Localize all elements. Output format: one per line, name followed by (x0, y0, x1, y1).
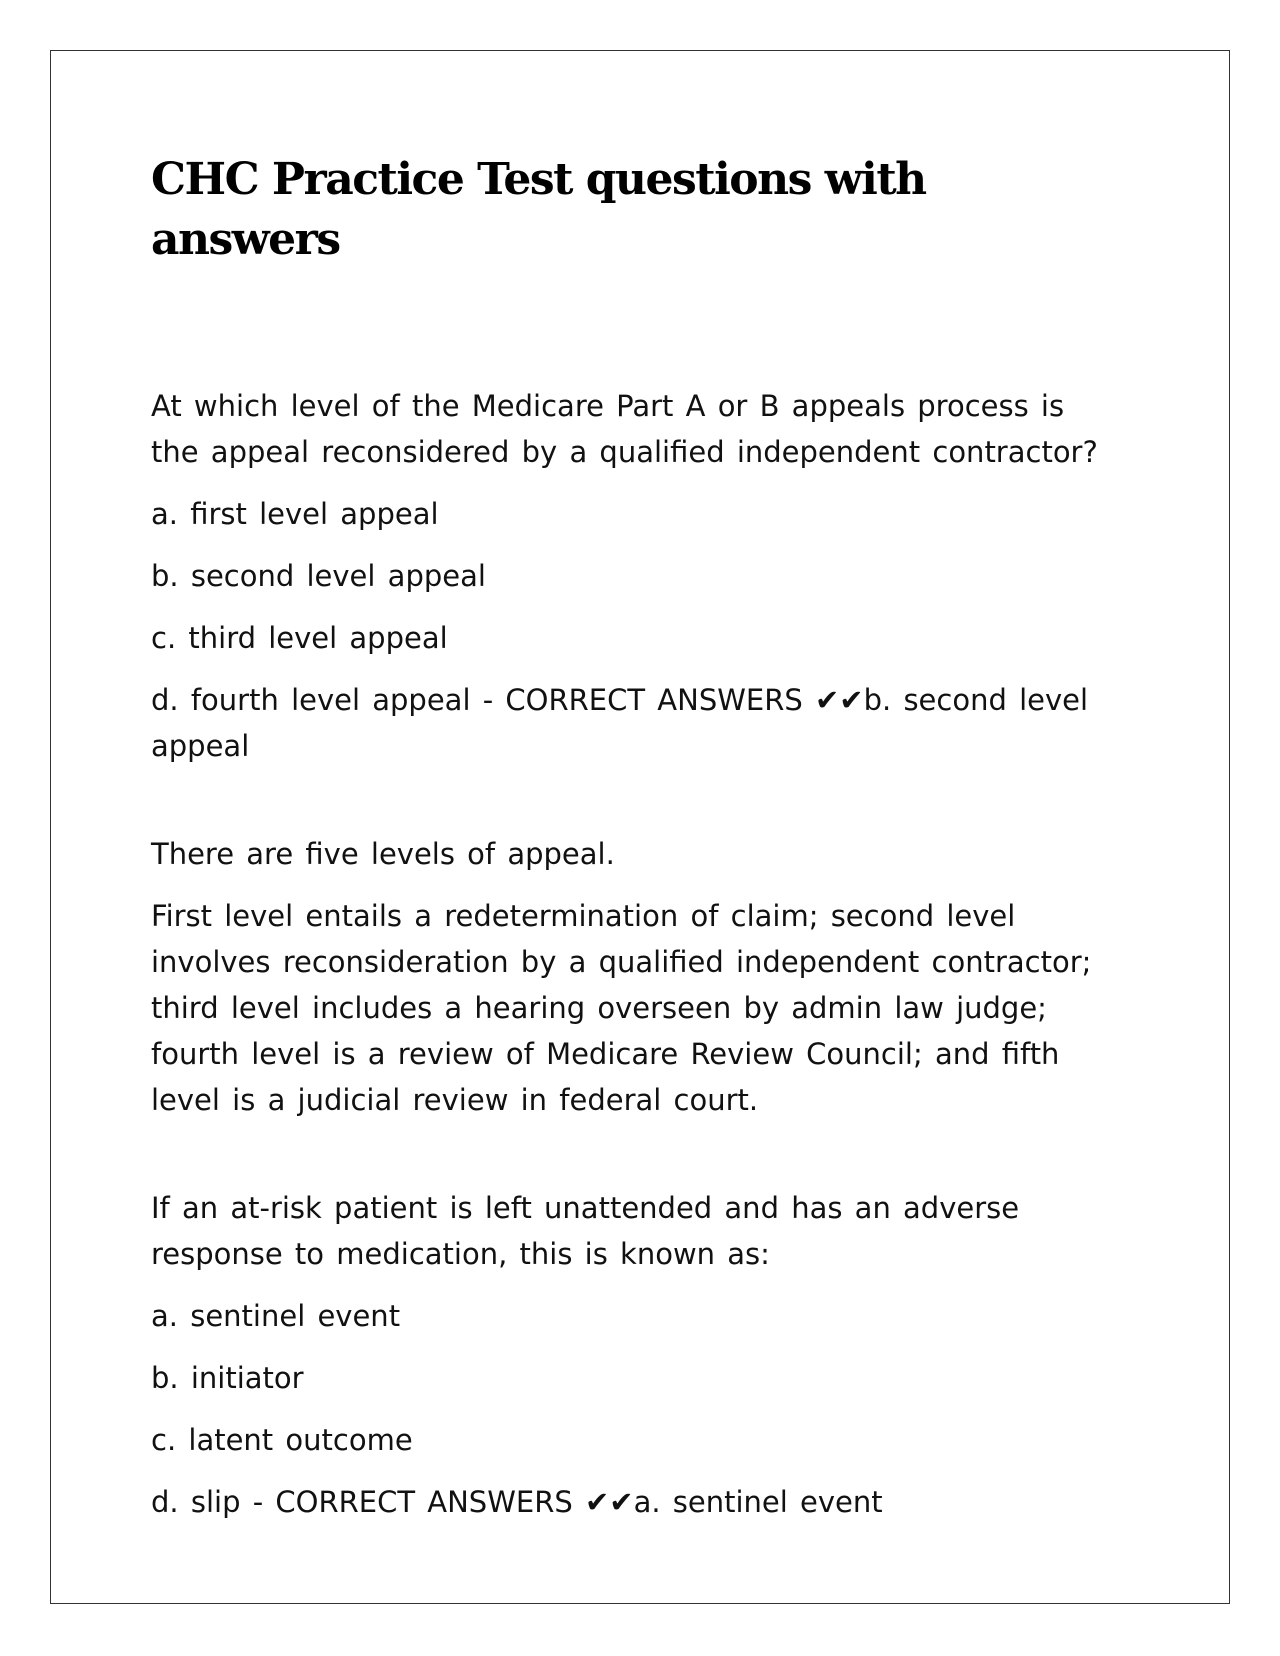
question-text: At which level of the Medicare Part A or B appeals process is the appeal reconsidered by a qualified independent contractor? (151, 389, 1098, 469)
document-title: CHC Practice Test questions with answers (151, 154, 926, 265)
answer-option: b. second level appeal (151, 559, 486, 593)
answer-option: a. first level appeal (151, 497, 439, 531)
answer-option: c. third level appeal (151, 621, 448, 655)
answer-option: a. sentinel event (151, 1299, 401, 1333)
explanation-text: There are five levels of appeal. (151, 837, 615, 871)
answer-option-with-correct-answer: d. slip - CORRECT ANSWERS ✔✔a. sentinel event (151, 1485, 883, 1519)
question-block-1 (151, 383, 1111, 1123)
document-body (151, 150, 1111, 1525)
question-text: If an at-risk patient is left unattended and has an adverse response to medication, this is known as: (151, 1191, 1020, 1271)
answer-option: b. initiator (151, 1361, 304, 1395)
question-block-2 (151, 1185, 1111, 1525)
explanation-text: First level entails a redetermination of claim; second level involves reconsideration by a qualified independent contractor; third level includes a hearing overseen by admin law judge; fourth level is a review of Medicare Review Council; and fifth level is a judicial review in federal court. (151, 899, 1092, 1117)
answer-option: c. latent outcome (151, 1423, 413, 1457)
answer-option-with-correct-answer: d. fourth level appeal - CORRECT ANSWERS ✔✔b. second level appeal (151, 683, 1089, 763)
